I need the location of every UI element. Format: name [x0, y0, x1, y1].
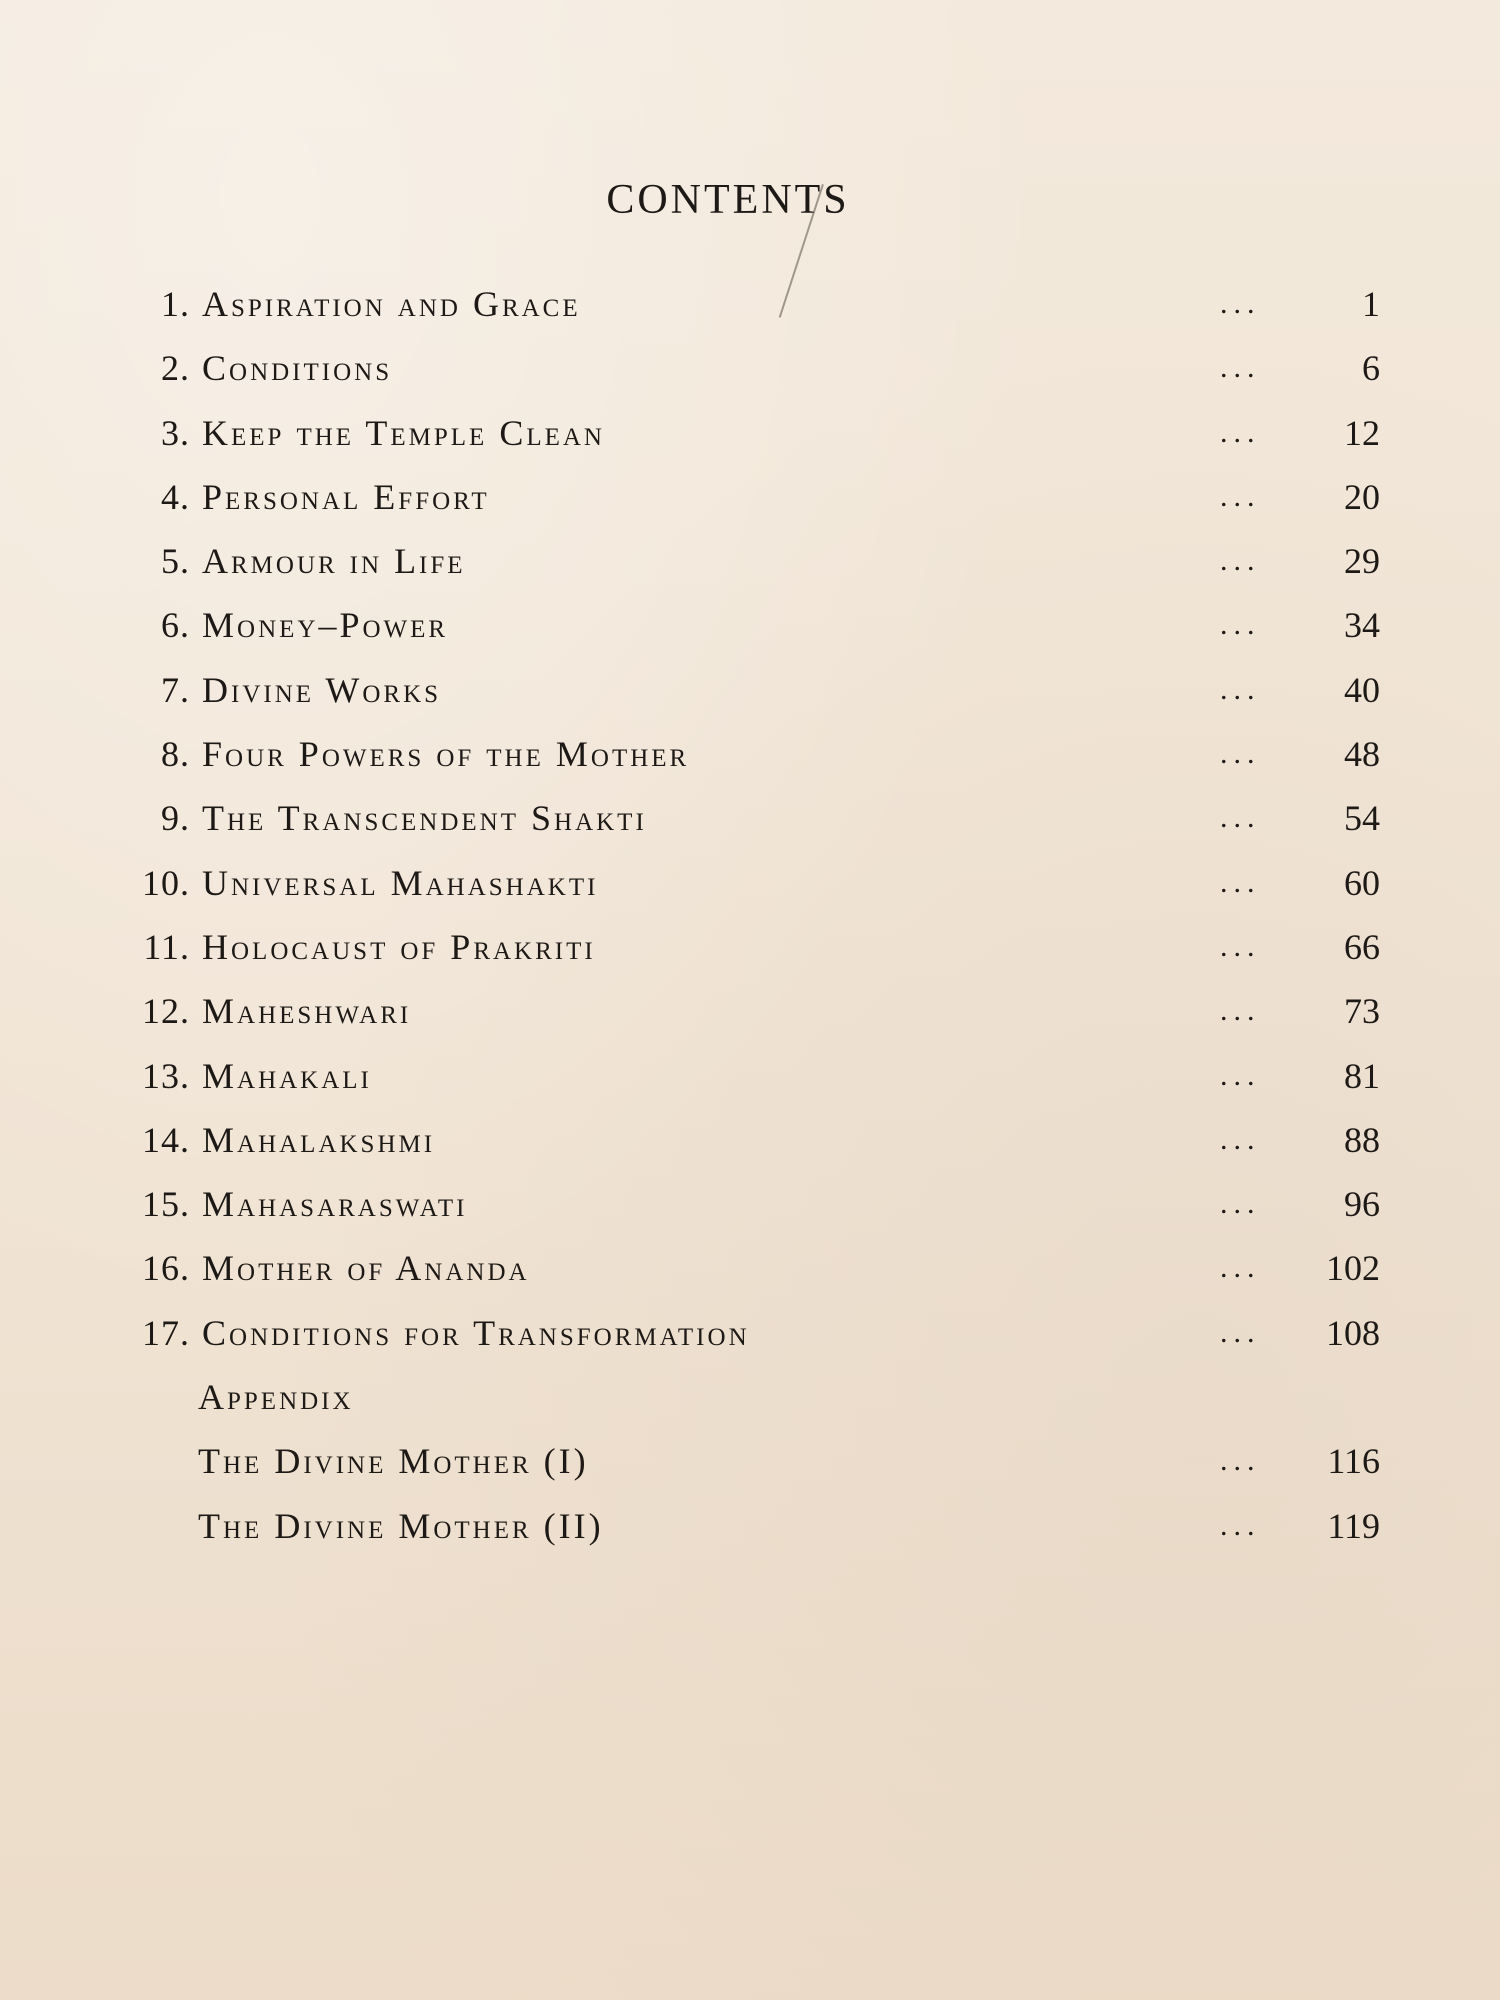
- entry-number: 10.: [142, 862, 190, 903]
- page-title: CONTENTS: [606, 177, 850, 223]
- entry-title: Aspiration and Grace: [202, 284, 581, 324]
- entry-number: 3.: [161, 412, 190, 453]
- entry-number: 17.: [142, 1312, 190, 1353]
- entry-page: 54: [1344, 798, 1380, 839]
- appendix-heading: Appendix: [198, 1377, 354, 1418]
- entry-title: Universal Mahashakti: [202, 862, 599, 903]
- entry-number: 16.: [142, 1248, 190, 1289]
- toc-entry: [110, 336, 1380, 400]
- entry-page: 6: [1362, 348, 1380, 389]
- appendix-entry: [110, 1494, 1380, 1558]
- entry-number: 9.: [161, 798, 190, 839]
- entry-page: 48: [1344, 734, 1380, 775]
- entry-title: Mother of Ananda: [202, 1248, 530, 1289]
- entry-page: 96: [1344, 1184, 1380, 1225]
- entry-number: 7.: [161, 669, 190, 710]
- entry-title: Money–Power: [202, 605, 449, 646]
- toc-entry: [110, 915, 1380, 979]
- entry-dots: ...: [1220, 1251, 1261, 1285]
- entry-number: 11.: [143, 926, 190, 967]
- toc-entry: [110, 1236, 1380, 1300]
- appendix-entry-page: 119: [1327, 1505, 1380, 1546]
- entry-title: The Transcendent Shakti: [202, 798, 647, 839]
- toc-entry: [110, 1172, 1380, 1236]
- toc-entry: [110, 529, 1380, 593]
- appendix-entry-title: The Divine Mother (I): [198, 1441, 589, 1482]
- toc-entry: [110, 272, 1380, 336]
- entry-number: 8.: [161, 734, 190, 775]
- toc-entry: [110, 1044, 1380, 1108]
- entry-title: Mahalakshmi: [202, 1119, 436, 1160]
- entry-page: 34: [1344, 605, 1380, 646]
- entry-number: 13.: [142, 1055, 190, 1096]
- entry-dots: ...: [1220, 1058, 1261, 1092]
- toc-entry: [110, 1108, 1380, 1172]
- entry-page: 12: [1344, 412, 1380, 453]
- entry-title: Conditions: [202, 348, 393, 389]
- toc-entry: [110, 786, 1380, 850]
- appendix-entry-dots: ...: [1220, 1444, 1261, 1478]
- entry-dots: ...: [1220, 737, 1261, 771]
- entry-number: 12.: [142, 991, 190, 1032]
- entry-page: 29: [1344, 541, 1380, 582]
- toc-entry: [110, 722, 1380, 786]
- entry-dots: ...: [1220, 415, 1261, 449]
- appendix-entry-dots: ...: [1220, 1508, 1261, 1542]
- entry-dots: ...: [1220, 994, 1261, 1028]
- toc-entry: [110, 979, 1380, 1043]
- entry-page: 108: [1326, 1312, 1380, 1353]
- entry-page: 66: [1344, 926, 1380, 967]
- toc-entry: [110, 401, 1380, 465]
- entry-title: Keep the Temple Clean: [202, 412, 605, 453]
- entry-page: 88: [1344, 1119, 1380, 1160]
- appendix-entry-page: 116: [1327, 1441, 1380, 1482]
- entry-page: 81: [1344, 1055, 1380, 1096]
- appendix-entry: [110, 1429, 1380, 1493]
- entry-number: 6.: [161, 605, 190, 646]
- entry-dots: ...: [1220, 1315, 1261, 1349]
- entry-title: Maheshwari: [202, 991, 412, 1032]
- entry-number: 15.: [142, 1184, 190, 1225]
- entry-dots: ...: [1220, 1122, 1261, 1156]
- entry-title: Mahakali: [202, 1055, 372, 1096]
- entry-page: 73: [1344, 991, 1380, 1032]
- entry-title: Holocaust of Prakriti: [202, 926, 596, 967]
- table-of-contents: [110, 272, 1380, 1558]
- entry-dots: ...: [1220, 479, 1261, 513]
- entry-number: 14.: [142, 1119, 190, 1160]
- entry-page: 102: [1326, 1248, 1380, 1289]
- toc-entry: [110, 658, 1380, 722]
- entry-dots: ...: [1220, 544, 1261, 578]
- entry-dots: ...: [1220, 865, 1261, 899]
- appendix-heading-row: [110, 1365, 1380, 1429]
- entry-title: Mahasaraswati: [202, 1184, 468, 1225]
- entry-dots: ...: [1220, 287, 1261, 320]
- entry-page: 60: [1344, 862, 1380, 903]
- entry-title: Divine Works: [202, 669, 442, 710]
- entry-dots: ...: [1220, 929, 1261, 963]
- entry-page: 40: [1344, 669, 1380, 710]
- entry-page: 1: [1362, 284, 1380, 324]
- entry-title: Armour in Life: [202, 541, 466, 582]
- entry-page: 20: [1344, 476, 1380, 517]
- entry-dots: ...: [1220, 608, 1261, 642]
- entry-number: 1.: [161, 284, 190, 324]
- toc-entry: [110, 593, 1380, 657]
- entry-dots: ...: [1220, 1187, 1261, 1221]
- entry-number: 4.: [161, 476, 190, 517]
- entry-number: 5.: [161, 541, 190, 582]
- appendix-entry-title: The Divine Mother (II): [198, 1505, 604, 1546]
- entry-number: 2.: [161, 348, 190, 389]
- toc-entry: [110, 851, 1380, 915]
- entry-title: Personal Effort: [202, 476, 490, 517]
- toc-entry: [110, 1301, 1380, 1365]
- entry-title: Conditions for Transformation: [202, 1312, 750, 1353]
- entry-dots: ...: [1220, 672, 1261, 706]
- entry-dots: ...: [1220, 801, 1261, 835]
- entry-title: Four Powers of the Mother: [202, 734, 690, 775]
- entry-dots: ...: [1220, 351, 1261, 385]
- toc-entry: [110, 465, 1380, 529]
